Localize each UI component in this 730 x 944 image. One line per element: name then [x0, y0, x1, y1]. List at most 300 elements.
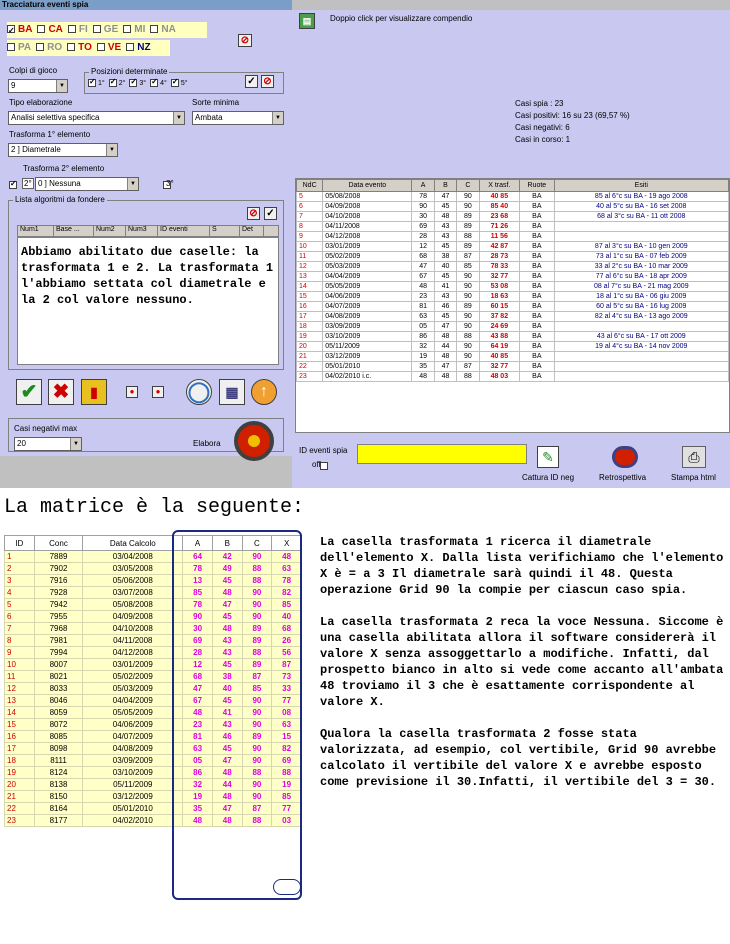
- runs-cell: 43: [434, 292, 456, 302]
- runs-cell: 18 al 1°c su BA - 06 giu 2009: [554, 292, 728, 302]
- compendio-icon[interactable]: ▤: [299, 13, 315, 29]
- runs-cell: BA: [520, 202, 554, 212]
- matrix-cell: 78: [183, 563, 213, 575]
- third-label: 3°: [166, 179, 174, 188]
- runs-cell: 60 al 5°c su BA - 16 lug 2009: [554, 302, 728, 312]
- trasf2-select[interactable]: 0 ] Nessuna ▼: [35, 177, 139, 191]
- wheel-label: TO: [78, 42, 92, 53]
- runs-cell: 22: [297, 362, 323, 372]
- lista-column-header[interactable]: Det: [240, 226, 264, 236]
- matrix-cell: 69: [272, 755, 302, 767]
- matrix-cell: 48: [212, 767, 242, 779]
- wheel-checkbox[interactable]: [7, 43, 15, 51]
- colpi-select[interactable]: 9 ▼: [8, 79, 68, 93]
- runs-cell: 03/09/2009: [323, 322, 412, 332]
- matrix-cell: 48: [212, 815, 242, 827]
- runs-cell: 04/10/2008: [323, 212, 412, 222]
- runs-cell: BA: [520, 192, 554, 202]
- matrix-cell: 4: [5, 587, 35, 599]
- position-checkbox[interactable]: [88, 79, 96, 87]
- matrix-cell: 69: [183, 635, 213, 647]
- matrix-cell: 8177: [34, 815, 83, 827]
- wheel-checkbox[interactable]: [150, 25, 158, 33]
- matrix-cell: 23: [183, 719, 213, 731]
- runs-cell: 60 15: [479, 302, 520, 312]
- matrix-cell: 49: [212, 563, 242, 575]
- runs-column-header[interactable]: Esiti: [554, 180, 728, 192]
- matrix-cell: 05/01/2010: [83, 803, 183, 815]
- matrix-cell: 82: [272, 743, 302, 755]
- table-row[interactable]: [297, 272, 729, 282]
- runs-cell: 47: [434, 322, 456, 332]
- check-all-button[interactable]: ✓: [245, 75, 258, 88]
- matrix-cell: 7: [5, 623, 35, 635]
- note-text: Abbiamo abilitato due caselle: la trasformata 1 e 2. La trasformata 1 l'abbiamo settata col diametrale e la 2 col valore nessuno.: [21, 245, 274, 307]
- capture-icon[interactable]: ✎: [537, 446, 559, 468]
- matrix-cell: 3: [5, 575, 35, 587]
- matrix-cell: 90: [242, 743, 272, 755]
- runs-cell: 40 85: [479, 352, 520, 362]
- lista-body[interactable]: [17, 237, 279, 365]
- small-red-button-2[interactable]: ●: [152, 386, 164, 398]
- wheel-label: FI: [78, 24, 88, 35]
- matrix-cell: 90: [242, 719, 272, 731]
- matrix-cell: 40: [272, 611, 302, 623]
- runs-cell: [554, 222, 728, 232]
- matrix-cell: 2: [5, 563, 35, 575]
- matrix-cell: 7916: [34, 575, 83, 587]
- trasf2-order: 2°: [24, 179, 32, 188]
- runs-cell: 47: [434, 362, 456, 372]
- matrix-cell: 43: [212, 635, 242, 647]
- matrix-cell: 90: [242, 779, 272, 791]
- runs-cell: BA: [520, 312, 554, 322]
- runs-cell: 35: [412, 362, 434, 372]
- runs-cell: 19 al 4°c su BA - 14 nov 2009: [554, 342, 728, 352]
- wheel-checkbox[interactable]: [37, 25, 45, 33]
- matrix-column-header: ID: [5, 536, 35, 551]
- matrix-cell: 19: [5, 767, 35, 779]
- matrix-cell: 44: [212, 779, 242, 791]
- runs-cell: 90: [457, 352, 479, 362]
- runs-cell: 12: [297, 262, 323, 272]
- runs-cell: 87 al 3°c su BA - 10 gen 2009: [554, 242, 728, 252]
- confirm-lista-button[interactable]: ✓: [264, 207, 277, 220]
- compendio-label: Doppio click per visualizzare compendio: [330, 14, 473, 23]
- runs-cell: 28 73: [479, 252, 520, 262]
- matrix-cell: 90: [242, 551, 272, 563]
- runs-panel[interactable]: [295, 178, 730, 433]
- matrix-cell: 05/06/2008: [83, 575, 183, 587]
- sorte-select[interactable]: Ambata ▼: [192, 111, 284, 125]
- cancel-button[interactable]: ✖: [48, 379, 74, 405]
- matrix-cell: 90: [183, 611, 213, 623]
- table-row[interactable]: [297, 282, 729, 292]
- matrix-cell: 89: [242, 623, 272, 635]
- runs-cell: BA: [520, 262, 554, 272]
- runs-cell: 03/10/2009: [323, 332, 412, 342]
- runs-cell: 46: [434, 302, 456, 312]
- runs-cell: 13: [297, 272, 323, 282]
- runs-column-header[interactable]: B: [434, 180, 456, 192]
- lista-column-header[interactable]: Num3: [126, 226, 158, 236]
- runs-cell: 41: [434, 282, 456, 292]
- runs-cell: 77 al 6°c su BA - 18 apr 2009: [554, 272, 728, 282]
- lista-column-header[interactable]: Num2: [94, 226, 126, 236]
- table-row[interactable]: [297, 262, 729, 272]
- matrix-cell: 48: [212, 623, 242, 635]
- matrix-cell: 03/05/2008: [83, 563, 183, 575]
- position-checkbox[interactable]: [171, 79, 179, 87]
- stat-line: Casi in corso: 1: [515, 135, 571, 144]
- runs-cell: 23: [297, 372, 323, 382]
- matrix-cell: 13: [5, 695, 35, 707]
- runs-cell: 90: [457, 292, 479, 302]
- matrix-column-header: Conc: [34, 536, 83, 551]
- runs-column-header[interactable]: X trasf.: [479, 180, 520, 192]
- lista-column-header[interactable]: Base ...: [54, 226, 94, 236]
- film-icon[interactable]: ▦: [219, 379, 245, 405]
- table-row[interactable]: [297, 292, 729, 302]
- up-arrow-icon[interactable]: ↑: [251, 379, 277, 405]
- matrix-cell: 05/08/2008: [83, 599, 183, 611]
- runs-cell: 73 al 1°c su BA - 07 feb 2009: [554, 252, 728, 262]
- runs-table: [296, 179, 729, 382]
- matrix-cell: 87: [242, 803, 272, 815]
- matrix-cell: 90: [242, 587, 272, 599]
- matrix-cell: 90: [242, 695, 272, 707]
- runs-cell: 68: [412, 252, 434, 262]
- runs-cell: 19: [297, 332, 323, 342]
- matrix-cell: 88: [242, 647, 272, 659]
- runs-cell: 32: [412, 342, 434, 352]
- matrix-cell: 63: [272, 719, 302, 731]
- lista-column-header[interactable]: ID eventi: [158, 226, 210, 236]
- runs-cell: 48: [434, 372, 456, 382]
- matrix-cell: 41: [212, 707, 242, 719]
- matrix-cell: 47: [212, 599, 242, 611]
- off-label: off: [312, 460, 321, 469]
- matrix-cell: 18: [5, 755, 35, 767]
- runs-cell: 9: [297, 232, 323, 242]
- runs-cell: 44: [434, 342, 456, 352]
- runs-cell: 15: [297, 292, 323, 302]
- matrix-cell: 8164: [34, 803, 83, 815]
- matrix-cell: 47: [212, 803, 242, 815]
- lista-column-header[interactable]: Num1: [18, 226, 54, 236]
- runs-cell: 12: [412, 242, 434, 252]
- runs-cell: 48: [412, 282, 434, 292]
- runs-column-header[interactable]: Ruote: [520, 180, 554, 192]
- matrix-cell: 8150: [34, 791, 83, 803]
- runs-cell: 69: [412, 222, 434, 232]
- matrix-cell: 04/10/2008: [83, 623, 183, 635]
- table-row[interactable]: [297, 202, 729, 212]
- runs-cell: 24 69: [479, 322, 520, 332]
- table-row[interactable]: [297, 222, 729, 232]
- matrix-cell: 7928: [34, 587, 83, 599]
- id-spia-input[interactable]: [357, 444, 527, 464]
- runs-cell: 04/04/2009: [323, 272, 412, 282]
- wheel-label: MI: [134, 24, 146, 35]
- matrix-cell: 48: [183, 707, 213, 719]
- runs-cell: 05/01/2010: [323, 362, 412, 372]
- matrix-cell: 28: [183, 647, 213, 659]
- table-row[interactable]: [297, 362, 729, 372]
- table-row[interactable]: [297, 372, 729, 382]
- wheel-checkbox[interactable]: [126, 43, 134, 51]
- small-red-button-1[interactable]: ●: [126, 386, 138, 398]
- matrix-cell: 90: [242, 755, 272, 767]
- position-checkbox[interactable]: [150, 79, 158, 87]
- wheel-checkbox[interactable]: [97, 43, 105, 51]
- matrix-cell: 68: [272, 623, 302, 635]
- matrix-cell: 7981: [34, 635, 83, 647]
- runs-column-header[interactable]: Data evento: [323, 180, 412, 192]
- matrix-cell: 86: [183, 767, 213, 779]
- runs-cell: 18 63: [479, 292, 520, 302]
- runs-cell: 5: [297, 192, 323, 202]
- trasf2-checkbox[interactable]: [9, 181, 17, 189]
- table-row[interactable]: [297, 242, 729, 252]
- wheel-checkbox[interactable]: [7, 25, 15, 33]
- matrix-heading: La matrice è la seguente:: [4, 496, 305, 519]
- runs-cell: BA: [520, 232, 554, 242]
- window-title: Tracciatura eventi spia: [0, 0, 292, 10]
- matrix-highlight: [172, 530, 302, 900]
- matrix-cell: 04/11/2008: [83, 635, 183, 647]
- wheel-row-2: [7, 40, 170, 56]
- matrix-cell: 90: [242, 599, 272, 611]
- runs-cell: 05/08/2008: [323, 192, 412, 202]
- wheel-checkbox[interactable]: [67, 43, 75, 51]
- table-row[interactable]: [297, 232, 729, 242]
- runs-cell: 03/12/2009: [323, 352, 412, 362]
- table-row[interactable]: [297, 342, 729, 352]
- matrix-column-header: B: [212, 536, 242, 551]
- position-checkbox[interactable]: [109, 79, 117, 87]
- runs-cell: 88: [457, 332, 479, 342]
- matrix-cell: 8111: [34, 755, 83, 767]
- runs-cell: 45: [434, 242, 456, 252]
- runs-cell: [554, 352, 728, 362]
- matrix-cell: 03/01/2009: [83, 659, 183, 671]
- confirm-button[interactable]: ✔: [16, 379, 42, 405]
- matrix-cell: 67: [183, 695, 213, 707]
- wheel-label: CA: [48, 24, 63, 35]
- runs-column-header[interactable]: C: [457, 180, 479, 192]
- runs-cell: 04/06/2009: [323, 292, 412, 302]
- matrix-cell: 05/03/2009: [83, 683, 183, 695]
- runs-cell: 6: [297, 202, 323, 212]
- matrix-cell: 15: [5, 719, 35, 731]
- runs-cell: 88: [457, 232, 479, 242]
- position-label: 1°: [98, 79, 105, 87]
- runs-cell: 43 al 6°c su BA - 17 ott 2009: [554, 332, 728, 342]
- trasf2-label: Trasforma 2° elemento: [23, 164, 105, 173]
- runs-cell: 04/12/2008: [323, 232, 412, 242]
- retrospettiva-icon[interactable]: [612, 446, 638, 468]
- wheel-checkbox[interactable]: [93, 25, 101, 33]
- matrix-cell: 8085: [34, 731, 83, 743]
- wheel-label: RO: [47, 42, 63, 53]
- position-checkbox[interactable]: [129, 79, 137, 87]
- matrix-cell: 90: [242, 791, 272, 803]
- matrix-cell: 88: [272, 767, 302, 779]
- table-row[interactable]: [297, 252, 729, 262]
- matrix-cell: 04/12/2008: [83, 647, 183, 659]
- position-label: 5°: [180, 79, 188, 87]
- runs-cell: BA: [520, 342, 554, 352]
- explanation: [320, 534, 725, 790]
- table-row[interactable]: [297, 192, 729, 202]
- matrix-cell: 12: [183, 659, 213, 671]
- clear-positions-button[interactable]: ⊘: [261, 75, 274, 88]
- matrix-cell: 89: [242, 659, 272, 671]
- clear-wheels-button[interactable]: ⊘: [238, 34, 252, 47]
- matrix-cell: 10: [5, 659, 35, 671]
- runs-cell: BA: [520, 302, 554, 312]
- wheel-checkbox[interactable]: [36, 43, 44, 51]
- stat-line: Casi spia : 23: [515, 99, 564, 108]
- runs-cell: 03/01/2009: [323, 242, 412, 252]
- runs-cell: BA: [520, 362, 554, 372]
- runs-cell: 10: [297, 242, 323, 252]
- bucket-icon[interactable]: ▮: [81, 379, 107, 405]
- runs-cell: 63: [412, 312, 434, 322]
- matrix-cell: 7942: [34, 599, 83, 611]
- runs-cell: 05/05/2009: [323, 282, 412, 292]
- matrix-cell: 85: [183, 587, 213, 599]
- elabora-button[interactable]: [234, 421, 274, 461]
- matrix-cell: 45: [212, 695, 242, 707]
- id-spia-label: ID eventi spia: [299, 446, 348, 455]
- runs-cell: 33 al 2°c su BA - 10 mar 2009: [554, 262, 728, 272]
- wheel-label: NZ: [137, 42, 151, 53]
- matrix-cell: 85: [242, 683, 272, 695]
- tipo-select[interactable]: Analisi selettiva specifica ▼: [8, 111, 185, 125]
- matrix-cell: 88: [242, 575, 272, 587]
- runs-cell: 90: [412, 202, 434, 212]
- table-row[interactable]: [297, 212, 729, 222]
- wheel-label: BA: [18, 24, 33, 35]
- lista-group: Lista algoritmi da fondere ⊘ ✓ Num1 Base ... Num2 Num3 ID eventi S Det Abbiamo abilitato due caselle: la trasformata 1 e 2. La trasformata 1 l'abbiamo settata col diametrale e la 2 col valore nessuno.: [8, 200, 284, 370]
- runs-cell: 30: [412, 212, 434, 222]
- runs-cell: 48 03: [479, 372, 520, 382]
- runs-cell: 45: [434, 312, 456, 322]
- runs-column-header[interactable]: NdC: [297, 180, 323, 192]
- runs-cell: 48: [434, 332, 456, 342]
- retrospettiva-label: Retrospettiva: [599, 473, 647, 482]
- runs-cell: 78: [412, 192, 434, 202]
- runs-cell: 89: [457, 242, 479, 252]
- matrix-cell: 13: [183, 575, 213, 587]
- runs-cell: 90: [457, 342, 479, 352]
- runs-cell: 68 al 3°c su BA - 11 ott 2008: [554, 212, 728, 222]
- position-label: 3°: [139, 79, 147, 87]
- runs-cell: 53 08: [479, 282, 520, 292]
- matrix-cell: 42: [212, 551, 242, 563]
- runs-cell: 85: [457, 262, 479, 272]
- table-row[interactable]: [297, 352, 729, 362]
- runs-cell: 85 40: [479, 202, 520, 212]
- runs-cell: 82 al 4°c su BA - 13 ago 2009: [554, 312, 728, 322]
- stats-block: [515, 98, 630, 146]
- lista-column-header[interactable]: S: [210, 226, 240, 236]
- runs-cell: 11: [297, 252, 323, 262]
- runs-cell: 04/02/2010 i.c.: [323, 372, 412, 382]
- matrix-cell: 47: [212, 755, 242, 767]
- wheel-checkbox[interactable]: [123, 25, 131, 33]
- runs-cell: 04/07/2009: [323, 302, 412, 312]
- matrix-cell: 48: [212, 587, 242, 599]
- trasf1-select[interactable]: 2 ] Diametrale ▼: [8, 143, 118, 157]
- casi-neg-select[interactable]: 20 ▼: [14, 437, 82, 451]
- runs-cell: 48: [412, 372, 434, 382]
- matrix-cell: 8098: [34, 743, 83, 755]
- matrix-cell: 88: [242, 767, 272, 779]
- matrix-cell: 90: [242, 611, 272, 623]
- matrix-cell: 21: [5, 791, 35, 803]
- matrix-cell: 05/11/2009: [83, 779, 183, 791]
- matrix-cell: 8046: [34, 695, 83, 707]
- runs-column-header[interactable]: A: [412, 180, 434, 192]
- lista-header: [17, 225, 279, 237]
- runs-cell: 47: [434, 192, 456, 202]
- clear-lista-button[interactable]: ⊘: [247, 207, 260, 220]
- matrix-cell: 77: [272, 803, 302, 815]
- runs-cell: 89: [457, 212, 479, 222]
- wheel-checkbox[interactable]: [68, 25, 76, 33]
- runs-cell: 90: [457, 272, 479, 282]
- matrix-cell: 63: [183, 743, 213, 755]
- table-row[interactable]: [297, 302, 729, 312]
- refresh-icon[interactable]: ◯: [187, 381, 211, 403]
- runs-cell: 88: [457, 372, 479, 382]
- runs-cell: 28: [412, 232, 434, 242]
- runs-cell: [554, 362, 728, 372]
- stat-line: Casi positivi: 16 su 23 (69,57 %): [515, 111, 630, 120]
- runs-cell: 08 al 7°c su BA - 21 mag 2009: [554, 282, 728, 292]
- wheel-label: VE: [107, 42, 122, 53]
- matrix-cell: 88: [242, 815, 272, 827]
- runs-cell: 11 56: [479, 232, 520, 242]
- table-row[interactable]: [297, 312, 729, 322]
- sorte-label: Sorte minima: [192, 98, 240, 107]
- off-checkbox[interactable]: [320, 462, 328, 470]
- matrix-cell: 08: [272, 707, 302, 719]
- matrix-cell: 32: [183, 779, 213, 791]
- matrix-cell: 7994: [34, 647, 83, 659]
- runs-cell: 05/03/2009: [323, 262, 412, 272]
- runs-cell: 48: [434, 352, 456, 362]
- matrix-cell: 03/12/2009: [83, 791, 183, 803]
- matrix-cell: 23: [5, 815, 35, 827]
- table-row[interactable]: [297, 322, 729, 332]
- runs-cell: 43: [434, 232, 456, 242]
- matrix-cell: 38: [212, 671, 242, 683]
- runs-cell: [554, 372, 728, 382]
- table-row[interactable]: [297, 332, 729, 342]
- matrix-cell: 04/08/2009: [83, 743, 183, 755]
- printer-icon[interactable]: ⎙: [682, 446, 706, 468]
- runs-cell: BA: [520, 332, 554, 342]
- runs-cell: 04/08/2009: [323, 312, 412, 322]
- runs-cell: 16: [297, 302, 323, 312]
- runs-cell: 47: [412, 262, 434, 272]
- tipo-label: Tipo elaborazione: [9, 98, 73, 107]
- runs-cell: 32 77: [479, 272, 520, 282]
